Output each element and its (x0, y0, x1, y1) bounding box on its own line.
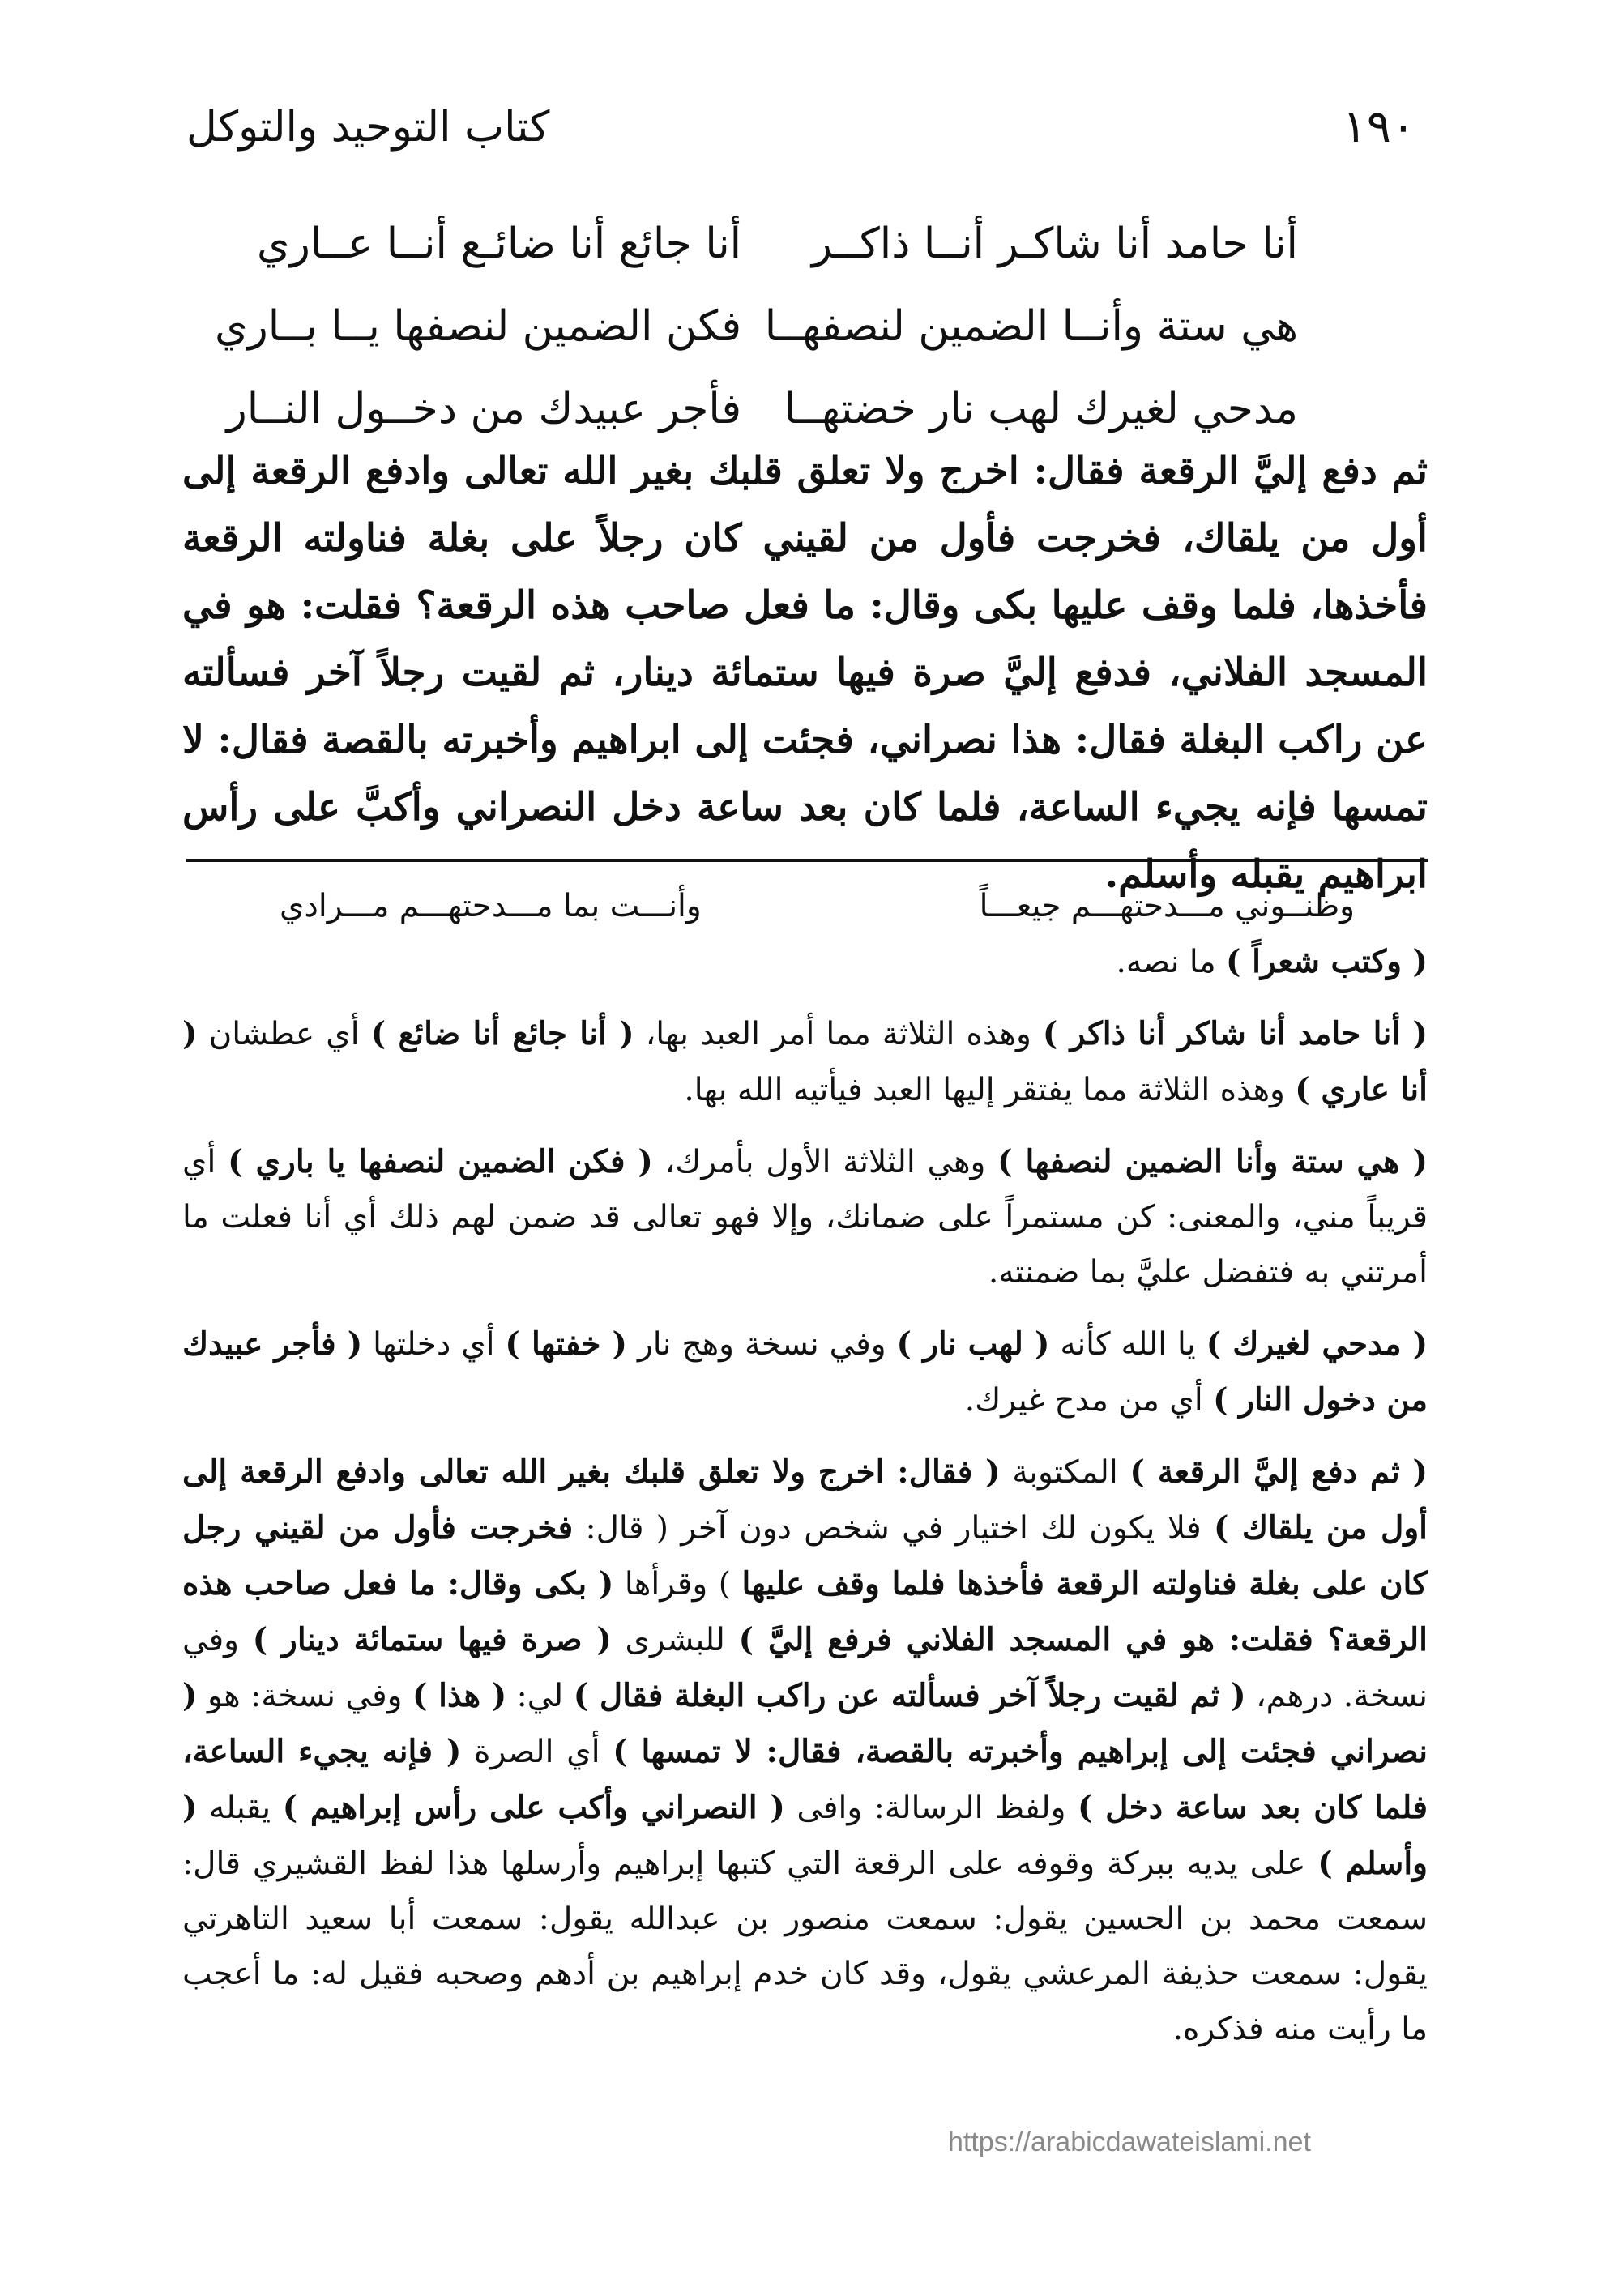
commentary-text: وهي الثلاثة الأول بأمرك، (652, 1144, 998, 1180)
commentary-paragraph (182, 1445, 1428, 2057)
quoted-text: ( فأجر عبيدك من دخول النار ) (182, 1325, 1428, 1419)
quoted-text: ( هذا ) (412, 1677, 507, 1714)
commentary-paragraphs (182, 934, 1428, 2057)
commentary-paragraph (182, 934, 1428, 990)
commentary-text: ما نصه. (1116, 944, 1227, 980)
commentary-verse-left: وأنـــت بما مـــدحتهـــم مـــرادي (280, 888, 702, 924)
running-header (186, 91, 1415, 164)
commentary-text: المكتوبة (1000, 1454, 1130, 1491)
commentary-paragraph (182, 1006, 1428, 1118)
poem-line (214, 285, 1298, 368)
commentary-text: للبشرى (611, 1622, 739, 1658)
commentary-text: أي عطشان (197, 1016, 371, 1052)
quoted-text: ( وأسلم ) (182, 1789, 1428, 1882)
quoted-text: ( مدحي لغيرك ) (1206, 1325, 1428, 1363)
main-text (182, 437, 1428, 908)
commentary-text: على يديه ببركة وقوفه على الرقعة التي كتبها إبراهيم وأرسلها هذا لفظ القشيري قال: سمعت محمد بن الحسين يقول: سمعت منصور بن عبدالله يقول: سمعت أبا سعيد التاهرتي يقول: سمعت حذيفة المرعشي يقول، وقد كان خدم إبراهيم بن أدهم وصحبه فقيل له: ما أعجب ما رأيت منه فذكره. (182, 1846, 1428, 2047)
quoted-text: ( ثم دفع إليَّ الرقعة ) (1129, 1453, 1428, 1491)
commentary-text: لي: (506, 1678, 574, 1714)
commentary-text: يقبله (197, 1790, 283, 1826)
quoted-text: ( صرة فيها ستمائة دينار ) (252, 1621, 612, 1658)
commentary-text: أي الصرة (461, 1734, 613, 1770)
quoted-text: ( لهب نار ) (896, 1325, 1050, 1363)
poem-line (257, 203, 1298, 285)
quoted-text: ( وكتب شعراً ) (1226, 943, 1428, 980)
quoted-text: ( فقال: اخرج ولا تعلق قلبك بغير الله تعالى وادفع الرقعة إلى أول من يلقاك ) (182, 1453, 1428, 1547)
footnote-divider (186, 859, 1428, 862)
commentary-text: وهذه الثلاثة مما يفتقر إليها العبد فيأتيه الله بها. (684, 1072, 1296, 1108)
quoted-text: ( نصراني فجئت إلى إبراهيم وأخبرته بالقصة، فقال: لا تمسها ) (182, 1677, 1428, 1770)
commentary-paragraph (182, 1317, 1428, 1428)
commentary-text: يا الله كأنه (1049, 1326, 1206, 1363)
quoted-text: فخرجت فأول من لقيني رجل كان على بغلة فناولته الرقعة فأخذها فلما وقف عليها (182, 1509, 1428, 1603)
commentary-text: فلا يكون لك اختيار في شخص دون آخر ( قال: (573, 1510, 1214, 1547)
page-number: ١٩٠ (1342, 100, 1415, 153)
commentary-text: وفي نسخة وهج نار (627, 1326, 897, 1363)
commentary-verse (182, 879, 1428, 934)
commentary-text: أي قريباً مني، والمعنى: كن مستمراً على ضمانك، وإلا فهو تعالى قد ضمن لهم ذلك أي أنا فعلت ما أمرتني به فتفضل عليَّ بما ضمنته. (182, 1144, 1428, 1291)
commentary-verse-right: وظنــوني مـــدحتهـــم جيعـــاً (979, 888, 1355, 924)
commentary-text: وفي نسخة: هو (197, 1678, 413, 1714)
quoted-text: ( النصراني وأكب على رأس إبراهيم ) (282, 1789, 785, 1826)
commentary-text: أي دخلتها (362, 1326, 506, 1363)
poem-hemistich-right: أنا حامد أنا شاكـر أنــا ذاكــر (811, 220, 1298, 268)
commentary-text: ولفظ الرسالة: وافى (784, 1790, 1078, 1826)
commentary-text: وهذه الثلاثة مما أمر العبد بها، (634, 1016, 1043, 1052)
commentary-paragraph (182, 1134, 1428, 1300)
watermark-url: https://arabicdawateislami.net (948, 2127, 1311, 2157)
quoted-text: ( أنا عاري ) (182, 1015, 1428, 1108)
main-paragraph: ثم دفع إليَّ الرقعة فقال: اخرج ولا تعلق قلبك بغير الله تعالى وادفع الرقعة إلى أول من يلقاك، فخرجت فأول من لقيني كان رجلاً على بغلة فناولته الرقعة فأخذها، فلما وقف عليها بكى وقال: ما فعل صاحب هذه الرقعة؟ فقلت: هو في المسجد الفلاني، فدفع إليَّ صرة فيها ستمائة دينار، ثم لقيت رجلاً آخر فسألته عن راكب البغلة فقال: هذا نصراني، فجئت إلى ابراهيم وأخبرته بالقصة فقال: لا تمسها فإنه يجيء الساعة، فلما كان بعد ساعة دخل النصراني وأكبَّ على رأس ابراهيم يقبله وأسلم. (182, 449, 1428, 897)
commentary-text: وفي نسخة. درهم، (182, 1622, 1428, 1714)
poem-hemistich-left: أنا جائع أنا ضائـع أنــا عــاري (257, 220, 742, 268)
quoted-text: ( بكى وقال: ما فعل صاحب هذه الرقعة؟ فقلت: هو في المسجد الفلاني فرفع إليَّ ) (182, 1565, 1428, 1658)
poem (214, 203, 1298, 450)
poem-hemistich-left: فكن الضمين لنصفها يــا بــاري (214, 302, 742, 351)
poem-hemistich-right: هي ستة وأنــا الضمين لنصفهــا (764, 302, 1298, 351)
commentary-text: ) وقرأها (613, 1566, 742, 1603)
quoted-text: ( أنا جائع أنا ضائع ) (370, 1015, 634, 1052)
poem-hemistich-right: مدحي لغيرك لهب نار خضتهــا (784, 385, 1298, 433)
quoted-text: ( هي ستة وأنا الضمين لنصفها ) (997, 1143, 1428, 1180)
commentary (182, 879, 1428, 2073)
quoted-text: ( فكن الضمين لنصفها يا باري ) (228, 1143, 653, 1180)
quoted-text: ( أنا حامد أنا شاكر أنا ذاكر ) (1042, 1015, 1428, 1052)
quoted-text: ( خفتها ) (505, 1325, 628, 1363)
quoted-text: ( فإنه يجيء الساعة، فلما كان بعد ساعة دخل ) (182, 1733, 1428, 1826)
book-title: كتاب التوحيد والتوكل (186, 103, 550, 152)
poem-hemistich-left: فأجر عبيدك من دخــول النــار (226, 385, 742, 433)
commentary-text: أي من مدح غيرك. (964, 1382, 1214, 1419)
quoted-text: ( ثم لقيت رجلاً آخر فسألته عن راكب البغلة فقال ) (573, 1677, 1246, 1714)
